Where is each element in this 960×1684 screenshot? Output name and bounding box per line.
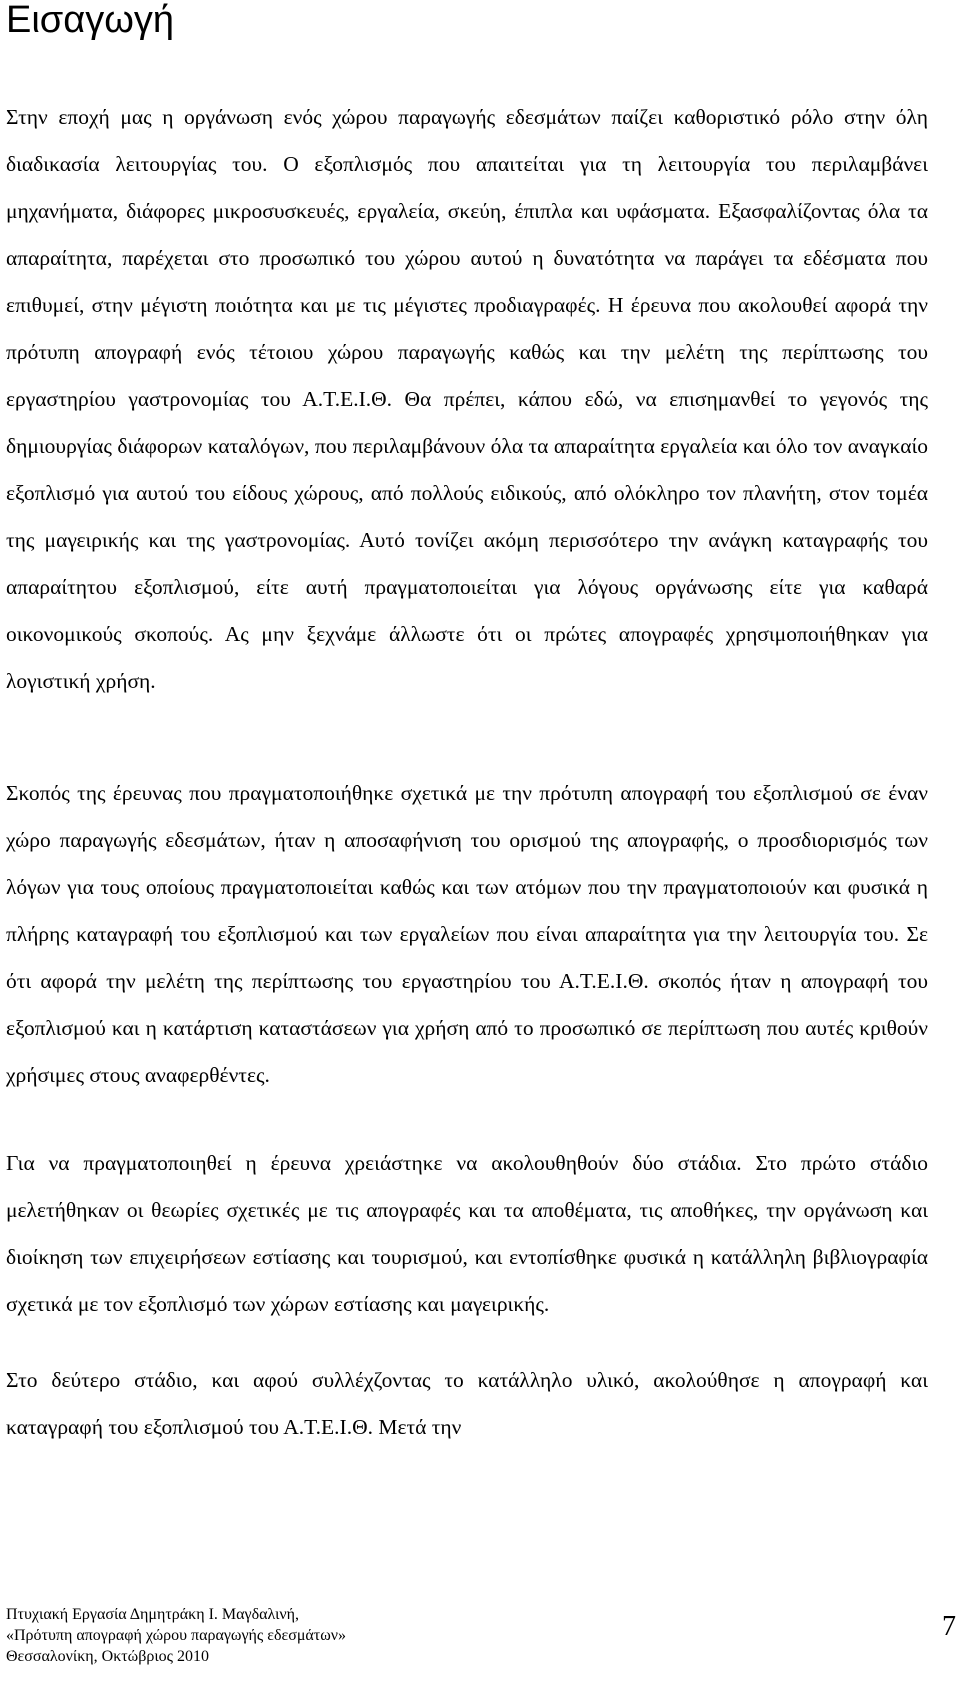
footer-place-date: Θεσσαλονίκη, Οκτώβριος 2010 (6, 1648, 209, 1665)
footer-thesis-title: «Πρότυπη απογραφή χώρου παραγωγής εδεσμάτων» (6, 1627, 346, 1644)
paragraph-3: Για να πραγματοποιηθεί η έρευνα χρειάστηκε να ακολουθηθούν δύο στάδια. Στο πρώτο στάδιο μελετήθηκαν οι θεωρίες σχετικές με τις απογραφές και τα αποθέματα, τις αποθήκες, την οργάνωση και διοίκηση των επιχειρήσεων εστίασης και τουρισμού, και εντοπίσθηκε φυσικά η κατάλληλη βιβλιογραφία σχετικά με τον εξοπλισμό των χώρων εστίασης και μαγειρικής. (6, 1151, 928, 1316)
section-title: Εισαγωγή (6, 0, 175, 41)
paragraph-2: Σκοπός της έρευνας που πραγματοποιήθηκε σχετικά με την πρότυπη απογραφή του εξοπλισμού σε έναν χώρο παραγωγής εδεσμάτων, ήταν η αποσαφήνιση του ορισμού της απογραφής, ο προσδιορισμός των λόγων για τους οποίους πραγματοποιείται καθώς και των ατόμων που την πραγματοποιούν και φυσικά η πλήρης καταγραφή του εξοπλισμού και των εργαλείων που είναι απαραίτητα για την λειτουργία του. Σε ότι αφορά την μελέτη της περίπτωσης του εργαστηρίου του Α.Τ.Ε.Ι.Θ. σκοπός ήταν η απογραφή του εξοπλισμού και η κατάρτιση καταστάσεων για χρήση από το προσωπικό σε περίπτωση που αυτές κριθούν χρήσιμες στους αναφερθέντες. (6, 781, 928, 1087)
page-footer (6, 1604, 346, 1667)
paragraph-4: Στο δεύτερο στάδιο, και αφού συλλέχζοντας το κατάλληλο υλικό, ακολούθησε η απογραφή και καταγραφή του εξοπλισμού του Α.Τ.Ε.Ι.Θ. Μετά την (6, 1368, 928, 1439)
page-number: 7 (942, 1611, 956, 1642)
footer-author: Πτυχιακή Εργασία Δημητράκη Ι. Μαγδαλινή, (6, 1606, 299, 1623)
paragraph-1: Στην εποχή μας η οργάνωση ενός χώρου παραγωγής εδεσμάτων παίζει καθοριστικό ρόλο στην όλη διαδικασία λειτουργίας του. Ο εξοπλισμός που απαιτείται για τη λειτουργία του περιλαμβάνει μηχανήματα, διάφορες μικροσυσκευές, εργαλεία, σκεύη, έπιπλα και υφάσματα. Εξασφαλίζοντας όλα τα απαραίτητα, παρέχεται στο προσωπικό του χώρου αυτού η δυνατότητα να παράγει τα εδέσματα που επιθυμεί, στην μέγιστη ποιότητα και με τις μέγιστες προδιαγραφές. Η έρευνα που ακολουθεί αφορά την πρότυπη απογραφή ενός τέτοιου χώρου παραγωγής καθώς και την μελέτη της περίπτωσης του εργαστηρίου γαστρονομίας του Α.Τ.Ε.Ι.Θ. Θα πρέπει, κάπου εδώ, να επισημανθεί το γεγονός της δημιουργίας διάφορων καταλόγων, που περιλαμβάνουν όλα τα απαραίτητα εργαλεία και όλο τον αναγκαίο εξοπλισμό για αυτού του είδους χώρους, από πολλούς ειδικούς, από ολόκληρο τον πλανήτη, στον τομέα της μαγειρικής και της γαστρονομίας. Αυτό τονίζει ακόμη περισσότερο την ανάγκη καταγραφής του απαραίτητου εξοπλισμού, είτε αυτή πραγματοποιείται για λόγους οργάνωσης είτε για καθαρά οικονομικούς σκοπούς. Ας μην ξεχνάμε άλλωστε ότι οι πρώτες απογραφές χρησιμοποιήθηκαν για λογιστική χρήση. (6, 105, 928, 693)
